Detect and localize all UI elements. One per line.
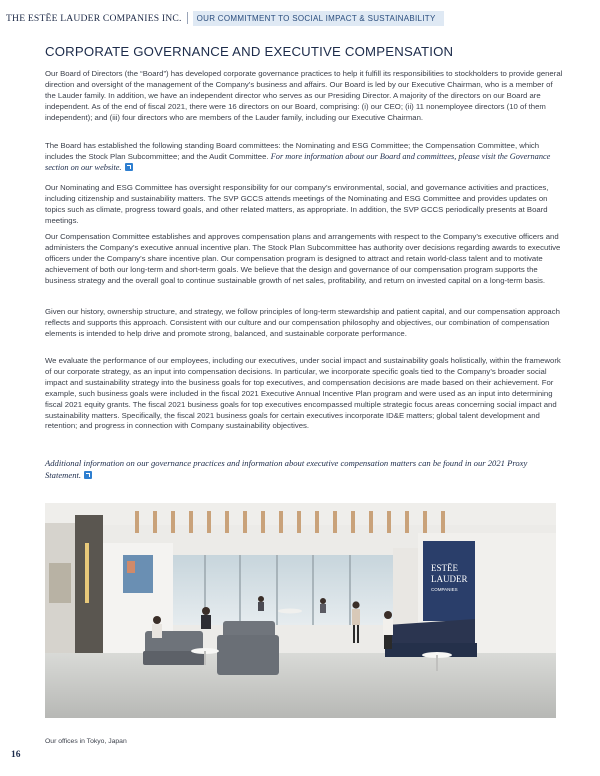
office-illustration xyxy=(45,503,556,718)
external-link-icon[interactable] xyxy=(84,471,92,479)
governance-link[interactable]: For more information about our Board and committees, please visit the Governance section on our website. xyxy=(45,151,551,172)
paragraph-evaluation: We evaluate the performance of our employees, including our executives, under social impact and sustainability goals holistically, within the framework of our corporate strategy, as an input into compensation decisions. In particular, we incorporate specific goals tied to the Company’s broader social impact and sustainability strategy into the business goals for top executives, and compensation decisions are made based on their achievement. For example, such business goals were included in the fiscal 2021 Executive Annual Incentive Plan program and were used as an input into determining fiscal 2021 equity grants. The fiscal 2021 business goals for top executives encompassed multiple strategic focus areas concerning social impact and sustainability matters. Specifically, the fiscal 2021 business goals for certain executives incorporate ID&E matters; global talent development and retention; and progress in connection with Company sustainability objectives. xyxy=(45,356,561,431)
sign-text-2: LAUDER xyxy=(431,574,468,584)
sign-text-1: ESTĒE xyxy=(431,563,458,573)
page-number: 16 xyxy=(11,750,21,760)
committees-text: The Board has established the following standing Board committees: the Nominating and ESG Committee; the Compensation Committee, which includes the Stock Plan Subcommittee; and the Audit Committee. xyxy=(45,141,540,161)
paragraph-board: Our Board of Directors (the “Board”) has developed corporate governance practices to help it fulfill its responsibilities to stockholders to provide general direction and oversight of the management of the Company’s business and affairs. Our Board is led by our Executive Chairman, who is a member of the Lauder family. In addition, we have an independent director who serves as our Presiding Director. A majority of the directors on our Board are independent. As of the end of fiscal 2021, there were 16 directors on our Board, comprising: (i) our CEO; (ii) 11 nonemployee directors (10 of them independent); and (iii) four directors who are members of the Lauder family, including our Executive Chairman. xyxy=(45,69,563,122)
office-photo xyxy=(45,503,556,718)
paragraph-stewardship: Given our history, ownership structure, and strategy, we follow principles of long-term stewardship and patient capital, and our compensation approach reflects and supports this approach. Consistent with our culture and our compensation philosophy and objectives, our combination of compensation elements is intended to help drive and promote strong, balanced, and sustainable corporate performance. xyxy=(45,307,560,338)
photo-caption: Our offices in Tokyo, Japan xyxy=(45,738,127,745)
sign-text-3: COMPANIES xyxy=(431,587,458,592)
external-link-icon[interactable] xyxy=(125,163,133,171)
company-brand: THE ESTĒE LAUDER COMPANIES INC. xyxy=(6,12,182,24)
paragraph-esg: Our Nominating and ESG Committee has oversight responsibility for our company’s environmental, social, and governance activities and practices, including citizenship and sustainability matters. The SVP GCCS attends meetings of the Nominating and ESG Committee and provides updates on topics such as climate, progress toward goals, and other related matters, as appropriate. In addition, the SVP GCCS periodically presents at Board meetings. xyxy=(45,183,549,225)
proxy-statement-link[interactable]: Additional information on our governance practices and information about executive compensation matters can be found in our 2021 Proxy Statement. xyxy=(45,458,528,480)
paragraph-compensation: Our Compensation Committee establishes and approves compensation plans and arrangements with respect to the Company’s executive officers and administers the Company’s executive annual incentive plan. The Stock Plan Subcommittee has authority over decisions regarding awards to executive officers under the Company’s share incentive plan. Our compensation program is designed to attract and retain world-class talent and to motivate achievement of both our long-term and short-term goals. We believe that the design and governance of our compensation program supports the business strategy and the overall goal to continue sustainable growth of net sales, profitability, and return on invested capital on a long-term basis. xyxy=(45,232,561,285)
paragraph-committees xyxy=(45,141,563,174)
additional-info xyxy=(45,458,563,481)
page-title: CORPORATE GOVERNANCE AND EXECUTIVE COMPENSATION xyxy=(45,44,454,59)
header-divider xyxy=(187,12,188,24)
page-header xyxy=(0,8,444,28)
section-label[interactable]: OUR COMMITMENT TO SOCIAL IMPACT & SUSTAINABILITY xyxy=(193,11,444,26)
